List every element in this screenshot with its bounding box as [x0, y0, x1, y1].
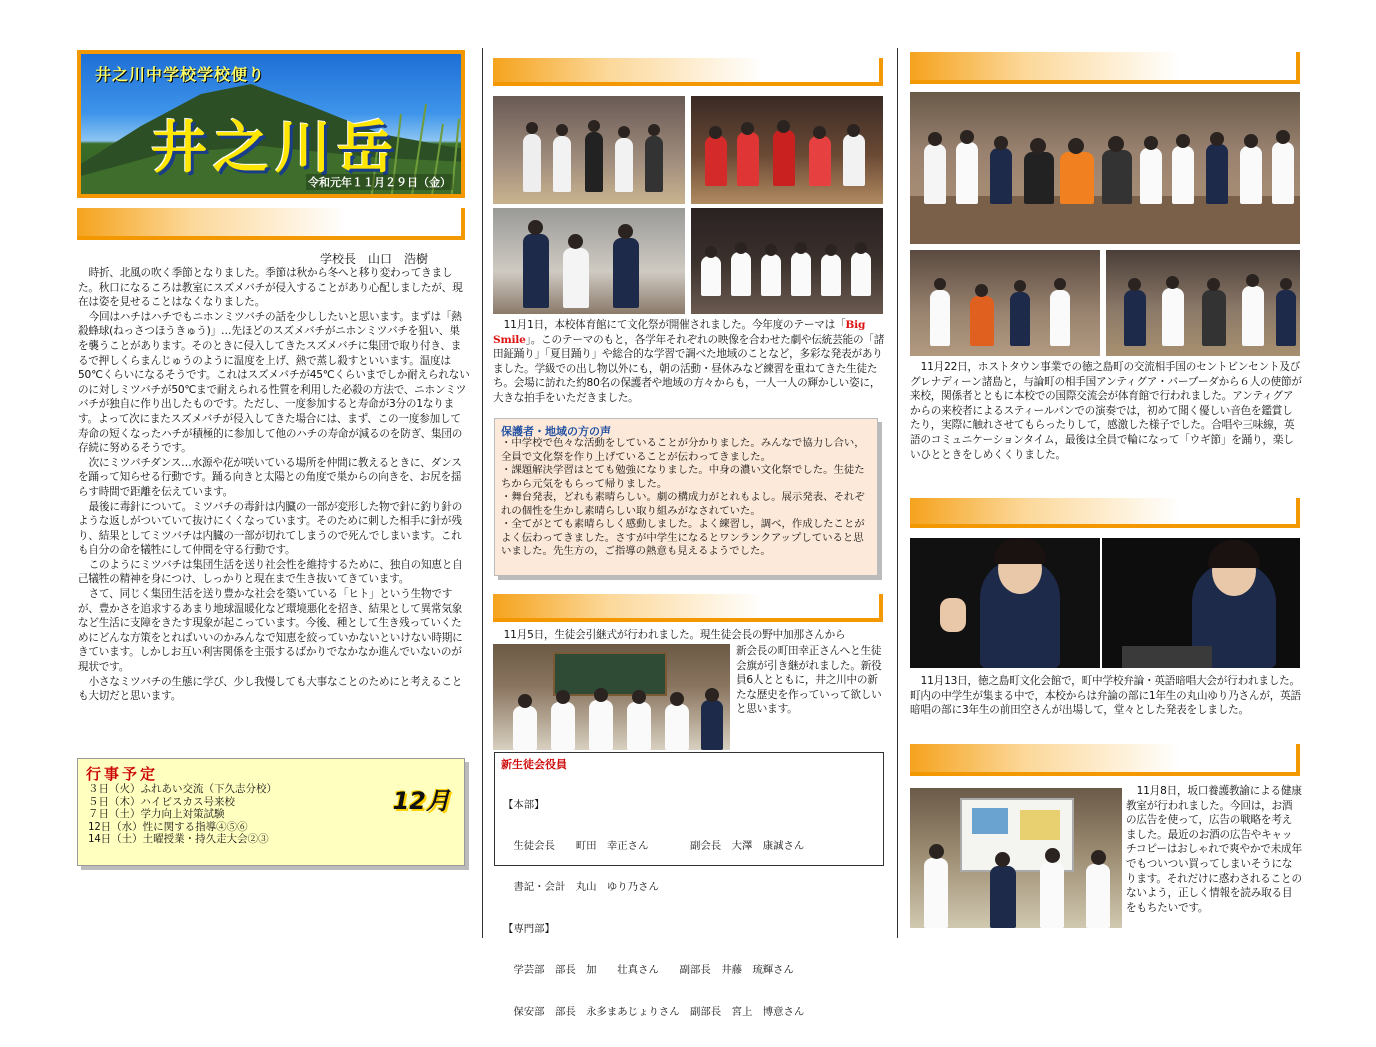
voice-item: ・舞台発表，どれも素晴らしい。劇の構成力がとれもよし。展示発表、それぞれの個性を生かし素晴らしい取り組みがなされていた。 — [501, 491, 865, 517]
board-list — [503, 771, 804, 1047]
board-line: 生徒会長 町田 幸正さん 副会長 大澤 康誠さん — [503, 839, 805, 852]
board-line: 書記・会計 丸山 ゆり乃さん — [503, 881, 659, 894]
board-title: 新生徒会役員 — [501, 758, 567, 771]
council-board-box — [494, 752, 884, 1018]
speech-report: 11月13日，徳之島町文化会館で，町中学校弁論・英語暗唱大会が行われました。町内の中学生が集まる中で，本校からは弁論の部に1年生の丸山ゆり乃さんが，英語暗唱の部に3年生の前田空さんが出場して，堂々とした発表をしました。 — [910, 675, 1301, 717]
essay-paragraph: 今回はハチはハチでもニホンミツバチの話を少ししたいと思います。まずは「熱殺蜂球(ねっさつほうきゅう)」…先ほどのスズメバチがニホンミツバチを狙い、巣を襲うことがあります。そのときに侵入してきたスズメバチに集団で取り付き、まるで押しくらまんじゅうのように温度を上げ、熱で蒸し殺すといいます。温度は50℃くらいになるそうです。これはスズメバチが45℃くらいまでしか耐えられないのに対しミツバチが50℃まで耐えられる性質を利用した必殺の方法で、ニホンミツバチが独自に作り出したものです。ただし、一度参加すると寿命が3分の1なります。よって次にまたスズメバチが侵入してきた場合には、まず、この一度参加して寿命の短くなったハチが積極的に参加して他のハチの寿命が減るのを防ぎ、集団の存続に努めるそうです。 — [78, 310, 470, 455]
board-line: 【本部】 — [503, 798, 545, 811]
events-list — [88, 783, 277, 846]
festival-photo-dance — [493, 96, 685, 204]
essay-paragraph: このようにミツバチは集団生活を送り社会性を維持するために、独自の知恵と自己犠牲の精神を身につけ、しっかりと現在まで生き抜いてきています。 — [78, 558, 463, 586]
events-box — [77, 758, 465, 866]
board-line: 【専門部】 — [503, 922, 555, 935]
health-class-photo — [910, 788, 1122, 928]
essay-paragraph: 最後に毒針について。ミツバチの毒針は内臓の一部が変形した物で針に釣り針のような返しがついていて抜けにくくなっています。そのために刺した相手に針が残り、結果としてミツバチは内臓の一部が切れてしまうので死んでしまいます。これも自分の命を犠牲にして仲間を守る行動です。 — [78, 500, 463, 557]
exchange-report: 11月22日，ホストタウン事業での徳之島町の交流相手国のセントビンセント及びグレナディーン諸島と，与論町の相手国アンティグア・バーブーダから６人の使節が来校，関係者とともに本校での国際交流会が体育館で行われました。アンティグアからの来校者によるスティールパンでの演奏では，初めて聞く優しい音色を鑑賞したり，実際に触れさせてもらったりして，感激した様子でした。合唱や三味線，英語のコミュニケーションタイム，最後は全員で輪になって「ウギ節」を踊り，楽しいひとときをしめくくりました。 — [910, 361, 1302, 461]
column3-heading-bar-1 — [910, 52, 1300, 84]
masthead-date: 令和元年１１月２９日（金） — [308, 176, 451, 189]
council-photo — [493, 644, 730, 750]
speech-photo-1 — [910, 538, 1100, 668]
column2-heading-bar-1 — [493, 58, 883, 86]
column-divider-2 — [897, 48, 898, 938]
essay-paragraph: さて、同じく集団生活を送り豊かな社会を築いている「ヒト」という生物ですが、豊かさを追求するあまり地球温暖化など環境悪化を招き、結果として異常気象など生活に支障をきたす現象が起こっています。今後、種として生き残っていくためにどんな方策をとればいいのかみんなで知恵を絞っていかないといけない時期にきています。しかしお互い利害関係を主張するばかりでなかなか進んでいないのが現状です。 — [78, 588, 463, 674]
exchange-photo-dance — [1106, 250, 1300, 356]
festival-text-a: 11月1日，本校体育館にて文化祭が開催されました。今年度のテーマは「 — [503, 319, 846, 331]
principal-essay — [78, 266, 470, 704]
column2-heading-bar-2 — [493, 594, 883, 622]
author-line: 学校長 山口 浩樹 — [320, 252, 429, 266]
event-item: 12日（水）性に関する指導④⑤⑥ — [88, 820, 248, 833]
festival-photo-play — [493, 208, 685, 314]
voices-box — [494, 418, 878, 576]
voices-title: 保護者・地域の方の声 — [501, 425, 611, 438]
festival-text-b: 」。このテーマのもと，各学年それぞれの映像を合わせた劇や伝統芸能の「諸田鉦踊り」「夏目踊り」や総合的な学習で調べた地域のことなど，多彩な発表がありました。学級での出し物以外にも，朝の活動・昼休みなど練習を重ねてきた生徒たち。会場に訪れた約80名の保護者や地域の方々からも，一人一人の輝かしい姿に，大きな拍手をいただきました。 — [493, 333, 885, 404]
masthead-title: 井之川岳 — [151, 115, 399, 181]
event-item: ３日（火）ふれあい交流（下久志分校） — [88, 783, 277, 795]
voice-item: ・中学校で色々な活動をしていることが分かりました。みんなで協力し合い，全員で文化祭を作り上げていることが伝わってきました。 — [501, 437, 865, 463]
voice-item: ・全てがとても素晴らしく感動しました。よく練習し，調べ，作成したことがよく伝わってきました。さすが中学生になるとワンランクアップしていると思いました。先生方の，ご指導の熱意も見えるようでした。 — [501, 518, 865, 557]
event-item: ７日（土）学力向上対策試験 — [88, 808, 225, 820]
festival-photo-chorus — [691, 208, 883, 314]
festival-photo-drums — [691, 96, 883, 204]
column3-heading-bar-3 — [910, 744, 1300, 776]
festival-theme: Big Smile — [493, 319, 866, 346]
voices-list — [501, 437, 873, 559]
event-item: ５日（木）ハイビスカス号来校 — [88, 795, 235, 808]
council-intro: 11月5日，生徒会引継式が行われました。現生徒会長の野中加那さんから — [503, 629, 846, 641]
speech-photo-2 — [1102, 538, 1300, 668]
events-title: 行事予定 — [86, 765, 159, 783]
voice-item: ・課題解決学習はとても勉強になりました。中身の濃い文化祭でした。生徒たちから元気をもらって帰りました。 — [501, 464, 865, 490]
festival-report — [493, 318, 885, 406]
essay-paragraph: 次にミツバチダンス…水源や花が咲いている場所を仲間に教えるときに、ダンスを踊って知らせる行動です。踊る向きと太陽との角度で巣からの向きを、お尻を揺らす時間で距離を伝えています。 — [78, 456, 462, 498]
essay-paragraph: 時折、北風の吹く季節となりました。季節は秋から冬へと移り変わってきました。秋口になるころは教室にスズメバチが侵入することがあり心配しましたが、現在は姿を見せることはなくなりました。 — [78, 267, 463, 309]
board-line: 保安部 部長 永多まあじょりさん 副部長 宮上 博意さん — [503, 1005, 805, 1018]
month-badge: 12月 — [392, 787, 450, 815]
essay-paragraph: 小さなミツバチの生態に学び、少し我慢しても大事なことのためにと考えることも大切だと思います。 — [78, 675, 463, 703]
column-divider-1 — [482, 48, 483, 938]
exchange-group-photo — [910, 92, 1300, 244]
column1-heading-bar — [77, 208, 465, 240]
board-line: 学芸部 部長 加 壮真さん 副部長 井藤 琉輝さん — [503, 964, 794, 977]
council-report: 新会長の町田幸正さんへと生徒会旗が引き継がれました。新役員6人とともに，井之川中の新たな歴史を作っていって欲しいと思います。 — [736, 645, 882, 716]
masthead — [77, 50, 465, 198]
event-item: 14日（土）土曜授業・持久走大会②③ — [88, 833, 269, 845]
exchange-photo-circle — [910, 250, 1100, 356]
masthead-subtitle: 井之川中学校学校便り — [95, 65, 266, 84]
column3-heading-bar-2 — [910, 498, 1300, 528]
health-report: 11月8日，坂口養護教諭による健康教室が行われました。今回は，お酒の広告を使って，広告の戦略を考えました。最近のお酒の広告やキャッチコピーはおしゃれで爽やかで未成年でもついつい買ってしまいそうになります。それだけに惑わされることのないよう，正しく情報を読み取る目をもちたいです。 — [1126, 785, 1302, 914]
